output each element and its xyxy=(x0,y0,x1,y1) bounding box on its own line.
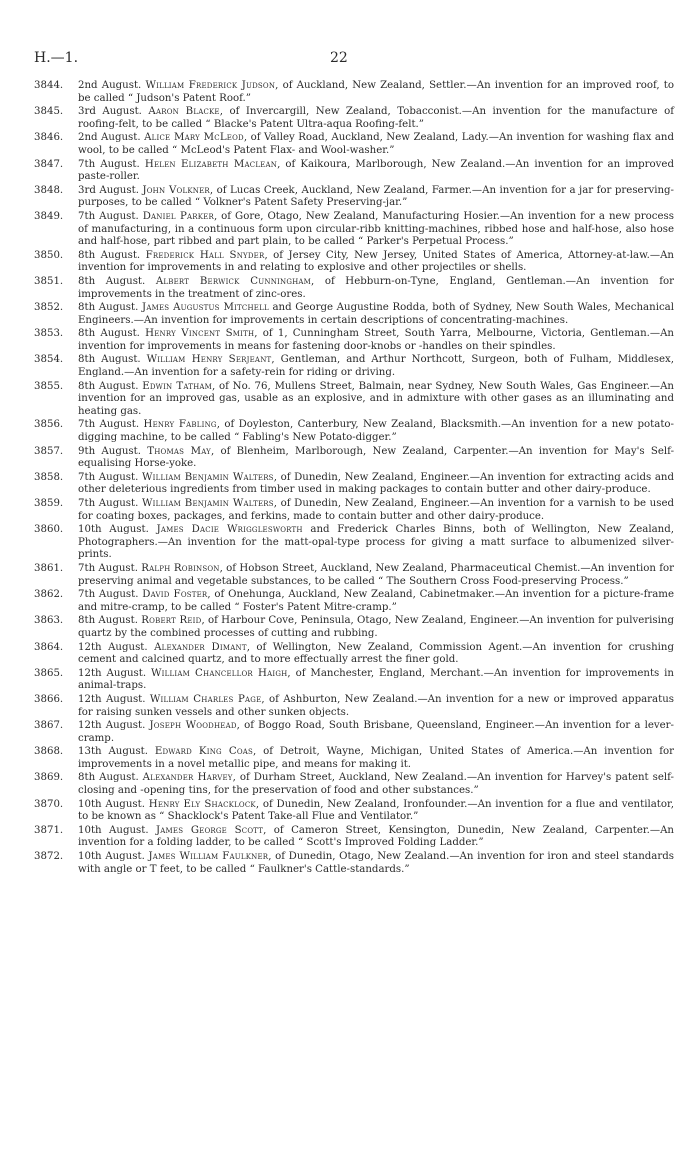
applicant-name: David Foster xyxy=(142,589,208,601)
applicant-name: Thomas May xyxy=(147,445,211,457)
document-reference: H.—1. xyxy=(34,50,79,66)
patent-entry xyxy=(34,250,674,275)
entry-number: 3868. xyxy=(34,746,64,758)
entry-date: 8th August. xyxy=(78,615,138,627)
entry-number: 3864. xyxy=(34,641,64,653)
entry-description: , of Dunedin, New Zealand, Engineer.—An invention for a varnish to be used for coating boxes, packages, and ferkins, made to contain butter and other dairy-produce. xyxy=(78,498,675,522)
entry-date: 12th August. xyxy=(78,693,146,705)
patent-entry xyxy=(34,419,674,444)
entry-number: 3850. xyxy=(34,249,64,261)
entry-date: 12th August. xyxy=(78,641,148,653)
entry-date: 10th August. xyxy=(78,824,149,836)
entry-description: , of Boggo Road, South Brisbane, Queensland, Engineer.—An invention for a lever-cramp. xyxy=(78,720,674,744)
entry-date: 7th August. xyxy=(78,562,138,574)
applicant-name: William Chancellor Haigh xyxy=(151,667,288,679)
entry-date: 8th August. xyxy=(78,380,139,392)
applicant-name: James Dacie Wrigglesworth xyxy=(156,524,303,536)
patent-entry xyxy=(34,720,674,745)
entry-date: 12th August. xyxy=(78,720,146,732)
entry-date: 8th August. xyxy=(78,772,139,784)
patent-entry xyxy=(34,328,674,353)
entry-description: , of Kaikoura, Marlborough, New Zealand.—An invention for an improved paste-roller. xyxy=(78,158,674,183)
patent-entry xyxy=(34,799,674,824)
patent-entry xyxy=(34,211,674,249)
entry-number: 3849. xyxy=(34,210,64,222)
patent-entry xyxy=(34,694,674,719)
entry-date: 3rd August. xyxy=(78,106,142,118)
applicant-name: Robert Reid xyxy=(141,615,202,627)
entry-date: 7th August. xyxy=(78,158,140,170)
entry-description: , of Doyleston, Canterbury, New Zealand, Blacksmith.—An invention for a new potato-digging machine, to be called “ Fabling's New Potato-digger.” xyxy=(78,419,674,444)
entry-description: , of Wellington, New Zealand, Commission Agent.—An invention for crushing cement and calcined quartz, and to more effectually arrest the finer gold. xyxy=(78,641,674,666)
entry-number: 3853. xyxy=(34,328,64,340)
applicant-name: Joseph Woodhead xyxy=(149,720,237,732)
applicant-name: Henry Ely Shacklock xyxy=(148,798,256,810)
entry-description: , of Invercargill, New Zealand, Tobacconist.—An invention for the manufacture of roofing-felt, to be called “ Blacke's Patent Ultra-aqua Roofing-felt.” xyxy=(78,106,674,130)
entry-date: 7th August. xyxy=(78,589,139,601)
patent-entry xyxy=(34,185,674,210)
entry-date: 13th August. xyxy=(78,746,149,758)
patent-entry xyxy=(34,381,674,419)
entry-date: 10th August. xyxy=(78,851,145,863)
entry-number: 3847. xyxy=(34,158,64,170)
entry-number: 3851. xyxy=(34,275,64,287)
entry-description: , of Dunedin, Otago, New Zealand.—An invention for iron and steel standards with angle or T feet, to be called “ Faulkner's Cattle-standards.” xyxy=(78,851,674,875)
applicant-name: Aaron Blacke xyxy=(148,106,220,118)
entry-description: , of No. 76, Mullens Street, Balmain, near Sydney, New South Wales, Gas Engineer.—An invention for an improved gas, usable as an explosive, and in admixture with other gases as an illuminating and heating gas. xyxy=(78,380,674,417)
entry-description: , of Detroit, Wayne, Michigan, United States of America.—An invention for improvements in a novel metallic pipe, and means for making it. xyxy=(78,746,674,770)
patent-entry xyxy=(34,772,674,797)
applicant-name: Alexander Harvey xyxy=(142,772,233,784)
entry-number: 3862. xyxy=(34,589,64,601)
entry-date: 8th August. xyxy=(78,328,140,340)
applicant-name: William Frederick Judson xyxy=(145,80,276,91)
applicant-name: James George Scott xyxy=(156,824,264,836)
entry-description: , of Durham Street, Auckland, New Zealand.—An invention for Harvey's patent self-closing and -opening tins, for the preservation of food and other substances.” xyxy=(78,772,674,797)
patent-entry xyxy=(34,159,674,184)
patent-entry xyxy=(34,746,674,771)
entry-description: , of Gore, Otago, New Zealand, Manufacturing Hosier.—An invention for a new process of manufacturing, in a continuous form upon circular-ribb knitting-machines, ribbed hose and half-hose, also hose and half-hose, part ribbed and part plain, to be called “ Parker's Perpetual Process.” xyxy=(78,210,674,248)
entry-description: , of Hebburn-on-Tyne, England, Gentleman.—An invention for improvements in the treatment of zinc-ores. xyxy=(78,275,674,300)
entry-description: , of Dunedin, New Zealand, Engineer.—An invention for extracting acids and other deleterious ingredients from timber used in making packages to contain butter and other dairy-produce. xyxy=(78,471,674,496)
entry-number: 3867. xyxy=(34,720,64,732)
patent-entry xyxy=(34,668,674,693)
entry-number: 3858. xyxy=(34,471,64,483)
entry-description: , of Blenheim, Marlborough, New Zealand, Carpenter.—An invention for May's Self-equalising Horse-yoke. xyxy=(78,445,675,470)
applicant-name: William Charles Page xyxy=(149,693,262,705)
applicant-name: William Henry Serjeant xyxy=(146,354,272,366)
applicant-name: Henry Vincent Smith xyxy=(145,328,255,340)
patent-entry xyxy=(34,302,674,327)
entry-description: , of Harbour Cove, Peninsula, Otago, New Zealand, Engineer.—An invention for pulverising quartz by the combined processes of cutting and rubbing. xyxy=(78,615,675,639)
applicant-name: Edward King Coas xyxy=(154,746,254,758)
entry-number: 3872. xyxy=(34,851,64,863)
patent-entry xyxy=(34,563,674,588)
applicant-name: James William Faulkner xyxy=(148,851,269,863)
entry-description: , of Valley Road, Auckland, New Zealand, Lady.—An invention for washing flax and wool, to be called “ McLeod's Patent Flax- and Wool-washer.” xyxy=(78,132,674,156)
entry-description: , of Dunedin, New Zealand, Ironfounder.—An invention for a flue and ventilator, to be known as “ Shacklock's Patent Take-all Flue and Ventilator.” xyxy=(78,798,675,823)
entry-date: 8th August. xyxy=(78,302,139,314)
patent-entry xyxy=(34,498,674,523)
entry-number: 3854. xyxy=(34,354,64,366)
entry-description: , of Lucas Creek, Auckland, New Zealand, Farmer.—An invention for a jar for preserving-purposes, to be called “ Volkner's Patent Safety Preserving-jar.” xyxy=(78,184,674,209)
entry-date: 7th August. xyxy=(78,498,139,509)
applicant-name: Henry Fabling xyxy=(143,419,217,431)
entry-number: 3855. xyxy=(34,380,64,392)
entry-date: 2nd August. xyxy=(78,132,141,144)
entry-date: 9th August. xyxy=(78,445,141,457)
patent-entries-list xyxy=(34,80,674,877)
applicant-name: James Augustus Mitchell xyxy=(142,302,269,314)
entry-description: , of 1, Cunningham Street, South Yarra, Melbourne, Victoria, Gentleman.—An invention for improvements in means for fastening door-knobs or -handles on their spindles. xyxy=(78,328,674,352)
entry-number: 3863. xyxy=(34,615,64,627)
entry-number: 3865. xyxy=(34,667,64,679)
patent-entry xyxy=(34,354,674,379)
entry-number: 3848. xyxy=(34,184,64,196)
entry-description: , of Ashburton, New Zealand.—An invention for a new or improved apparatus for raising sunken vessels and other sunken objects. xyxy=(78,693,674,718)
applicant-name: Ralph Robinson xyxy=(141,562,220,574)
patent-entry xyxy=(34,132,674,157)
entry-date: 8th August. xyxy=(78,354,141,366)
entry-number: 3870. xyxy=(34,798,64,810)
applicant-name: John Volkner xyxy=(142,184,210,196)
entry-number: 3844. xyxy=(34,80,64,91)
entry-description: and Frederick Charles Binns, both of Wellington, New Zealand, Photographers.—An invention for the matt-opal-type process for giving a matt surface to albumenized silver-prints. xyxy=(78,524,674,561)
entry-description: , of Jersey City, New Jersey, United States of America, Attorney-at-law.—An invention for improvements in and relating to explosive and other projectiles or shells. xyxy=(78,249,674,274)
page-number: 22 xyxy=(330,50,348,66)
entry-description: , of Cameron Street, Kensington, Dunedin, New Zealand, Carpenter.—An invention for a folding ladder, to be called “ Scott's Improved Folding Ladder.” xyxy=(78,824,674,849)
applicant-name: Frederick Hall Snyder xyxy=(145,249,265,261)
entry-number: 3846. xyxy=(34,132,64,144)
entry-date: 3rd August. xyxy=(78,184,139,196)
entry-date: 10th August. xyxy=(78,798,145,810)
applicant-name: Albert Berwick Cunningham xyxy=(155,275,312,287)
entry-date: 8th August. xyxy=(78,275,146,287)
patent-entry xyxy=(34,589,674,614)
applicant-name: Alice Mary McLeod xyxy=(144,132,244,144)
entry-number: 3861. xyxy=(34,562,64,574)
entry-number: 3852. xyxy=(34,302,64,314)
patent-entry xyxy=(34,472,674,497)
entry-date: 7th August. xyxy=(78,419,140,431)
patent-entry xyxy=(34,825,674,850)
entry-description: , of Onehunga, Auckland, New Zealand, Cabinetmaker.—An invention for a picture-frame and mitre-cramp, to be called “ Foster's Patent Mitre-cramp.” xyxy=(78,589,674,613)
entry-date: 12th August. xyxy=(78,667,147,679)
entry-number: 3857. xyxy=(34,445,64,457)
patent-entry xyxy=(34,106,674,131)
entry-date: 7th August. xyxy=(78,210,139,222)
entry-number: 3869. xyxy=(34,772,64,784)
patent-entry xyxy=(34,80,674,105)
entry-description: , of Hobson Street, Auckland, New Zealand, Pharmaceutical Chemist.—An invention for preserving animal and vegetable substances, to be called “ The Southern Cross Food-preserving Process.” xyxy=(78,562,674,587)
patent-entry xyxy=(34,615,674,640)
entry-date: 8th August. xyxy=(78,249,141,261)
entry-description: , of Auckland, New Zealand, Settler.—An invention for an improved roof, to be called “ Judson's Patent Roof.” xyxy=(78,80,674,104)
entry-date: 7th August. xyxy=(78,471,139,483)
patent-entry xyxy=(34,524,674,562)
applicant-name: Alexander Dimant xyxy=(154,641,247,653)
patent-entry xyxy=(34,851,674,876)
entry-number: 3845. xyxy=(34,106,64,118)
entry-number: 3866. xyxy=(34,693,64,705)
patent-entry xyxy=(34,642,674,667)
entry-date: 2nd August. xyxy=(78,80,142,91)
applicant-name: William Benjamin Walters xyxy=(141,471,274,483)
entry-number: 3859. xyxy=(34,498,64,509)
entry-description: , Gentleman, and Arthur Northcott, Surgeon, both of Fulham, Middlesex, England.—An invention for a safety-rein for riding or driving. xyxy=(78,354,674,379)
entry-number: 3856. xyxy=(34,419,64,431)
entry-number: 3871. xyxy=(34,824,64,836)
entry-description: , of Manchester, England, Merchant.—An invention for improvements in animal-traps. xyxy=(78,667,674,692)
entry-description: and George Augustine Rodda, both of Sydney, New South Wales, Mechanical Engineers.—An invention for improvements in certain descriptions of concentrating-machines. xyxy=(78,302,674,326)
patent-entry xyxy=(34,446,674,471)
applicant-name: Helen Elizabeth Maclean xyxy=(144,158,278,170)
patent-entry xyxy=(34,276,674,301)
entry-number: 3860. xyxy=(34,524,64,536)
applicant-name: William Benjamin Walters xyxy=(142,498,274,509)
entry-date: 10th August. xyxy=(78,524,149,536)
applicant-name: Edwin Tatham xyxy=(142,380,212,392)
applicant-name: Daniel Parker xyxy=(142,210,214,222)
